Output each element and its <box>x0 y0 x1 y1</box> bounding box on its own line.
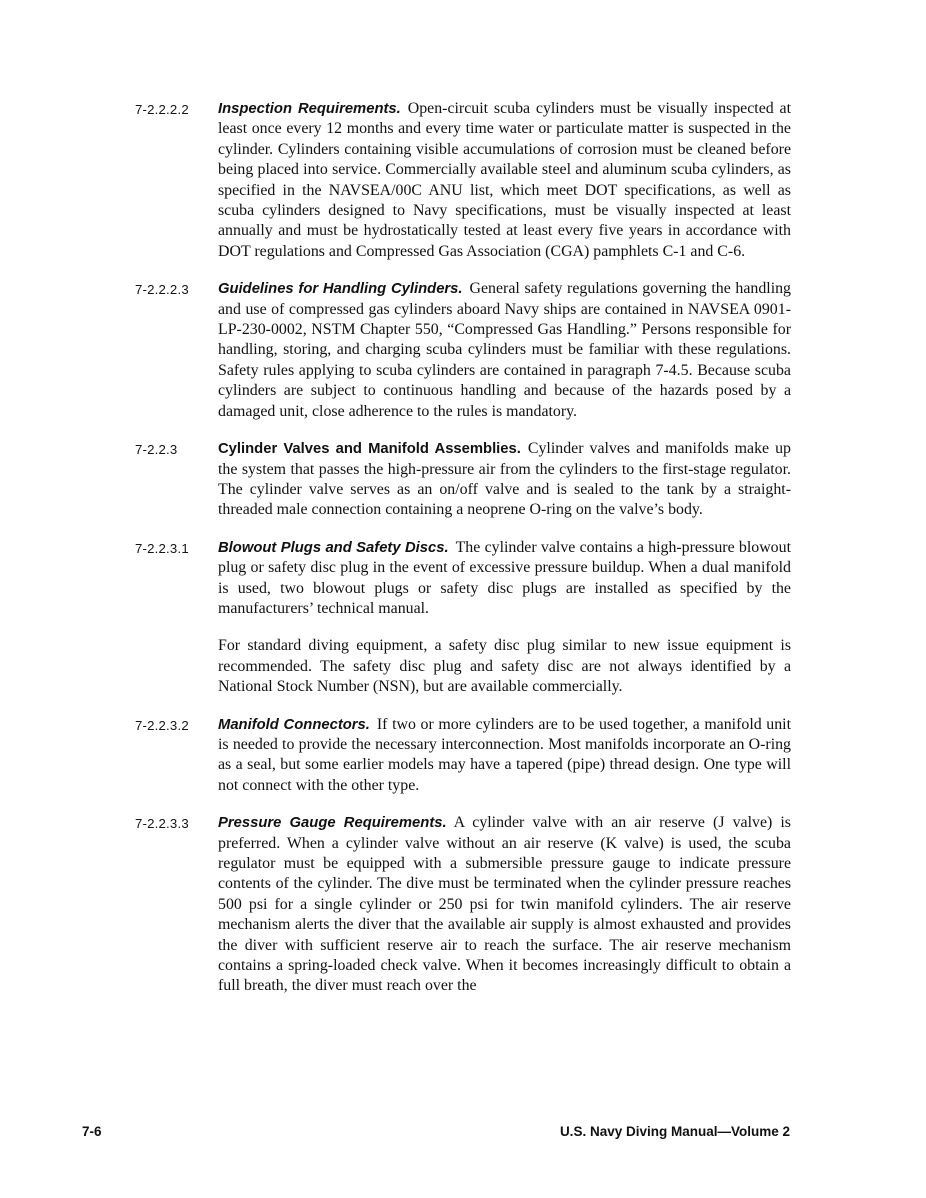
paragraph-number: 7-2.2.3.3 <box>135 816 189 832</box>
paragraph-text <box>218 279 791 422</box>
section-pressure-gauge-requirements <box>135 813 791 997</box>
section-inspection-requirements <box>135 99 791 262</box>
paragraph-text <box>218 439 791 521</box>
runin-heading: Pressure Gauge Requirements. <box>218 815 447 832</box>
paragraph-number: 7-2.2.3.1 <box>135 540 189 556</box>
section-guidelines-handling-cylinders <box>135 279 791 422</box>
paragraph-body <box>218 439 791 521</box>
paragraph-body-text: Cylinder valves and manifolds make up the system that passes the high-pressure air from the cylinders to the first-stage regulator. The cylinder valve serves as an on/off valve and is sealed to the tank by a straight-threaded male connection containing a neoprene O-ring on the valve’s body. <box>218 440 791 519</box>
paragraph-number: 7-2.2.2.3 <box>135 282 189 298</box>
runin-heading: Cylinder Valves and Manifold Assemblies. <box>218 441 521 458</box>
paragraph-text <box>218 813 791 997</box>
page-number: 7-6 <box>82 1124 102 1139</box>
document-content <box>135 99 791 1014</box>
paragraph-body-text: The cylinder valve contains a high-pressure blowout plug or safety disc plug in the event of excessive pressure buildup. When a dual manifold is used, two blowout plugs or safety disc plugs are installed as specified by the manufacturers’ technical manual. <box>218 538 791 617</box>
paragraph-body <box>218 99 791 262</box>
runin-heading: Inspection Requirements. <box>218 101 401 117</box>
paragraph-number: 7-2.2.3 <box>135 442 178 458</box>
paragraph-body-text: General safety regulations governing the handling and use of compressed gas cylinders aboard Navy ships are contained in NAVSEA 0901-LP-230-0002, NSTM Chapter 550, “Compressed Gas Handling.” Persons responsible for handling, storing, and charging scuba cylinders must be familiar with these regulations. Safety rules applying to scuba cylinders are contained in paragraph 7-4.5. Because scuba cylinders are subject to continuous handling and because of the hazards posed by a damaged unit, close adherence to the rules is mandatory. <box>218 280 791 420</box>
runin-heading: Blowout Plugs and Safety Discs. <box>218 539 449 556</box>
section-blowout-plugs-safety-discs <box>135 538 791 698</box>
paragraph-text <box>218 636 791 697</box>
footer-document-title: U.S. Navy Diving Manual—Volume 2 <box>559 1124 790 1139</box>
page-footer <box>82 1124 790 1139</box>
section-manifold-connectors <box>135 715 791 797</box>
paragraph-text <box>218 538 791 620</box>
paragraph-body <box>218 279 791 422</box>
section-cylinder-valves-manifold-assemblies <box>135 439 791 521</box>
paragraph-body-text: Open-circuit scuba cylinders must be visually inspected at least once every 12 months and every time water or particulate matter is suspected in the cylinder. Cylinders containing visible accumulations of corrosion must be cleaned before being placed into service. Commercially available steel and aluminum scuba cylinders, as specified in the NAVSEA/00C ANU list, which meet DOT specifications, as well as scuba cylinders designed to Navy specifications, must be visually inspected at least annually and must be hydrostatically tested at least every five years in accordance with DOT regulations and Compressed Gas Association (CGA) pamphlets C-1 and C-6. <box>218 100 791 260</box>
paragraph-body <box>218 538 791 698</box>
paragraph-body-text: A cylinder valve with an air reserve (J valve) is preferred. When a cylinder valve without an air reserve (K valve) is used, the scuba regulator must be equipped with a submersible pressure gauge to indicate pressure contents of the cylinder. The dive must be terminated when the cylinder pressure reaches 500 psi for a single cylinder or 250 psi for twin manifold cylinders. The air reserve mechanism alerts the diver that the available air supply is almost exhausted and provides the diver with sufficient reserve air to reach the surface. The air reserve mechanism contains a spring-loaded check valve. When it becomes increasingly difficult to obtain a full breath, the diver must reach over the <box>218 814 791 995</box>
paragraph-body <box>218 715 791 797</box>
paragraph-body <box>218 813 791 997</box>
paragraph-body-text: If two or more cylinders are to be used together, a manifold unit is needed to provide the necessary interconnection. Most manifolds incorporate an O-ring as a seal, but some earlier models may have a tapered (pipe) thread design. One type will not connect with the other type. <box>218 715 792 794</box>
runin-heading: Guidelines for Handling Cylinders. <box>218 281 463 298</box>
paragraph-text <box>218 99 791 262</box>
paragraph-number: 7-2.2.2.2 <box>135 102 189 117</box>
paragraph-number: 7-2.2.3.2 <box>135 717 189 733</box>
paragraph-text <box>218 715 791 797</box>
paragraph-body-text: For standard diving equipment, a safety disc plug similar to new issue equipment is recommended. The safety disc plug and safety disc are not always identified by a National Stock Number (NSN), but are available commercially. <box>218 637 791 696</box>
runin-heading: Manifold Connectors. <box>218 716 370 733</box>
